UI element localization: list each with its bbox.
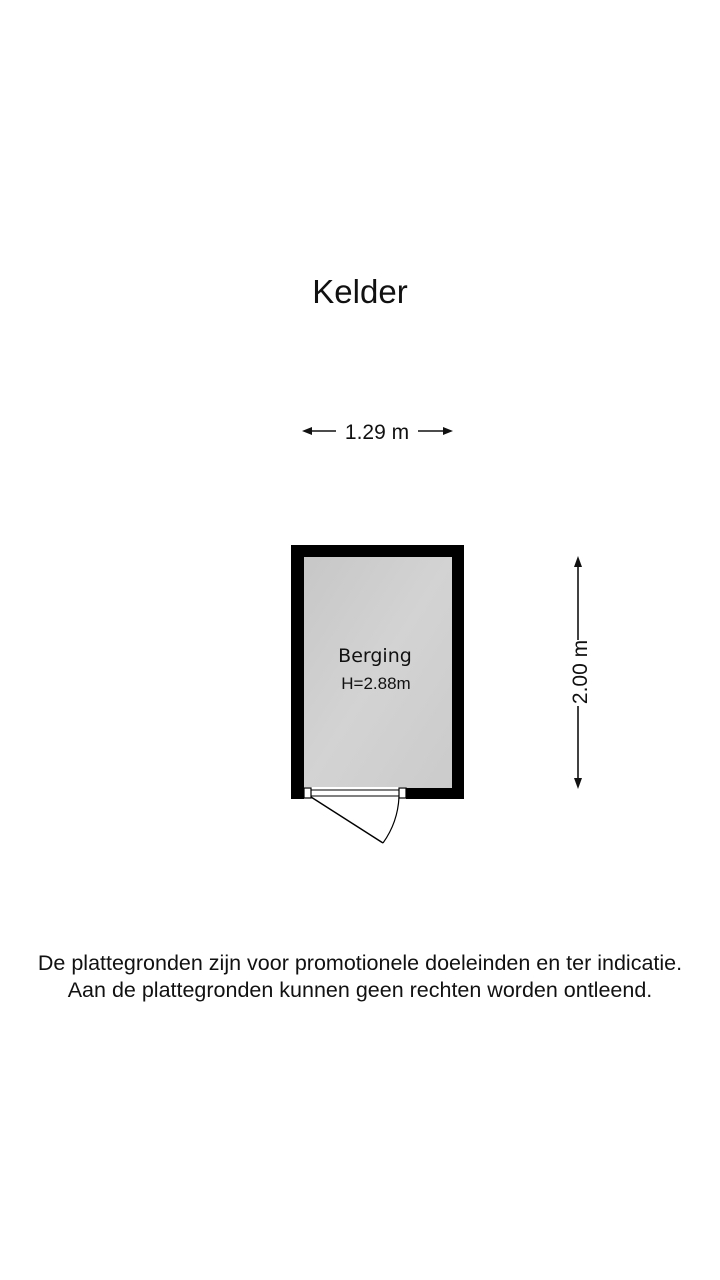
floor-title: Kelder: [312, 273, 408, 310]
disclaimer-line-2: Aan de plattegronden kunnen geen rechten worden ontleend.: [67, 978, 653, 1002]
door-swing-arc: [383, 797, 399, 843]
arrow-down-icon: [574, 778, 582, 789]
door-leaf: [311, 797, 383, 843]
width-dimension-label: 1.29 m: [344, 421, 410, 444]
door-jamb-right: [399, 788, 406, 798]
disclaimer: [0, 950, 720, 1004]
height-dimension: [569, 556, 592, 789]
door-jamb-left: [304, 788, 311, 798]
door-opening: [304, 787, 406, 800]
room-berging: [291, 545, 464, 843]
height-dimension-label: 2.00 m: [569, 639, 592, 705]
room-ceiling-height: H=2.88m: [341, 674, 411, 693]
arrow-up-icon: [574, 556, 582, 567]
room-floor: [304, 557, 452, 788]
arrow-left-icon: [302, 427, 312, 435]
arrow-right-icon: [443, 427, 453, 435]
room-name: Berging: [338, 645, 412, 667]
width-dimension: [302, 421, 453, 444]
disclaimer-line-1: De plattegronden zijn voor promotionele doeleinden en ter indicatie.: [37, 951, 683, 975]
